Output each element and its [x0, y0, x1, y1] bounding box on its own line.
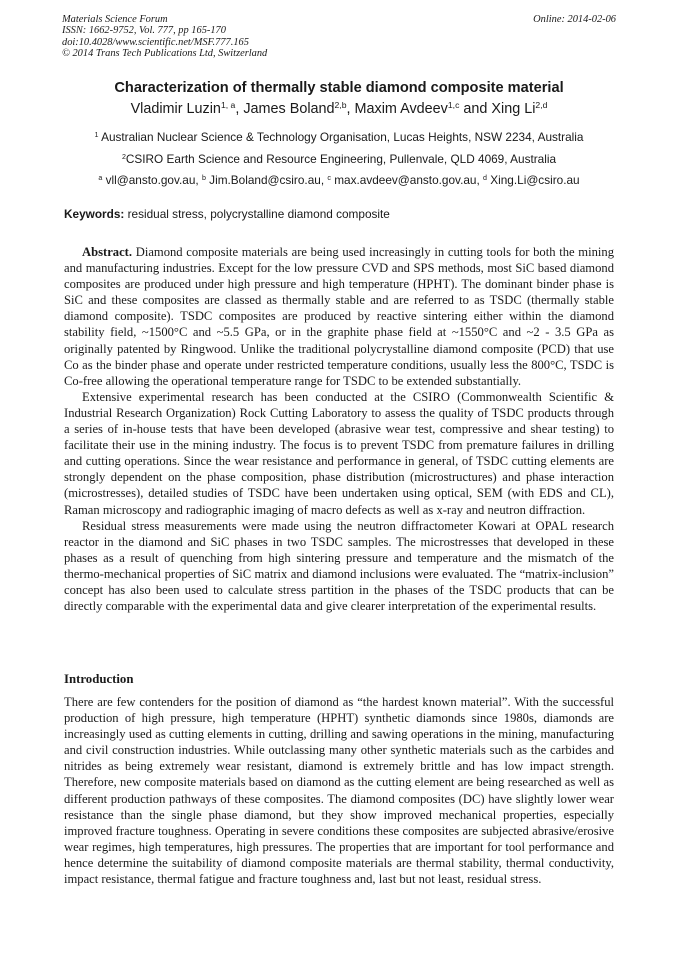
email-mark: b	[201, 173, 206, 182]
journal-header	[62, 14, 616, 60]
author-affiliation-mark: 2,b	[334, 99, 347, 110]
email-address: max.avdeev@ansto.gov.au	[334, 173, 477, 187]
email-address: Jim.Boland@csiro.au	[209, 173, 321, 187]
copyright-line: © 2014 Trans Tech Publications Ltd, Switzerland	[62, 48, 268, 60]
affiliation-2	[40, 152, 638, 166]
author-separator: and	[459, 101, 492, 117]
keywords-text: residual stress, polycrystalline diamond composite	[127, 207, 390, 221]
online-date: Online: 2014-02-06	[533, 14, 616, 25]
author-affiliation-mark: 1, a	[220, 99, 236, 110]
author-name: Maxim Avdeev	[354, 101, 448, 117]
author-affiliation-mark: 1,c	[447, 99, 460, 110]
journal-name: Materials Science Forum	[62, 14, 168, 25]
author-affiliation-mark: 2,d	[535, 99, 548, 110]
affiliation-mark: 2	[121, 152, 126, 161]
author-name: Xing Li	[491, 101, 536, 117]
abstract-text: Diamond composite materials are being used increasingly in cutting tools for both the mining and manufacturing industries. Except for the low pressure CVD and SPS methods, most SiC based diamond composites are produced under high pressure and high temperature (HPHT). The dominant binder phase is SiC and these composites are classed as thermally stable and are referred to as TSDC (thermally stable diamond composite). TSDC composites are produced by reactive sintering either within the diamond stability field, ~1500°C and ~5.5 GPa, or in the graphite phase field at ~1550°C and ~2 - 3.5 GPa as originally patented by Ringwood. Unlike the traditional polycrystalline diamond composite (PCD) that use Co as the binder phase and operate under restricted temperature conditions, usually less the 800°C, TSDC is Co-free allowing the operational temperature range for TSDC to be extended substantially.	[64, 245, 614, 388]
author-emails: $^a$ vll@ansto.gov.au, $^b$ Jim.Boland@csiro.au, $^c$ max.avdeev@ansto.gov.au, $^d$ Xing.Li@csiro.au	[98, 173, 580, 187]
doi-line: doi:10.4028/www.scientific.net/MSF.777.165	[62, 36, 249, 48]
email-mark: c	[327, 173, 331, 182]
email-address: vll@ansto.gov.au	[105, 173, 196, 187]
abstract-paragraph-3: Residual stress measurements were made using the neutron diffractometer Kowari at OPAL research reactor in the diamond and SiC phases in two TSDC samples. The microstresses that developed in these phases as a result of quenching from high sintering pressure and temperature and the mismatch of the thermo-mechanical properties of SiC matrix and diamond inclusions were evaluated. The “matrix-inclusion” concept has also been used to calculate stress partition in the phases of the TSDC products that can be directly comparable with the experimental data and give clearer interpretation of the experimental results.	[64, 518, 614, 614]
issn-line: ISSN: 1662-9752, Vol. 777, pp 165-170	[62, 25, 226, 37]
author-name: James Boland	[243, 101, 335, 117]
affiliation-mark: 1	[94, 130, 99, 139]
email-address: Xing.Li@csiro.au	[490, 173, 580, 187]
paper-title: Characterization of thermally stable diamond composite material	[114, 80, 564, 96]
author-name: Vladimir Luzin	[130, 101, 221, 117]
abstract-paragraph-2: Extensive experimental research has been conducted at the CSIRO (Commonwealth Scientific & Industrial Research Organization) Rock Cutting Laboratory to assess the quality of TSDC products through a series of in-house tests that have been developed (abrasive wear test, compressive and shear testing) to facilitate their use in the mining industry. The focus is to prevent TSDC from premature failures in drilling and cutting operations. Since the wear resistance and performance in general, of TSDC cutting elements are strongly dependent on the phase composition, phase distribution (microstructures) and phase interaction (microstresses), detailed studies of TSDC have been undertaken using optical, SEM (with EDS and CL), Raman microscopy and radiographic imaging of macro defects as well as x-ray and neutron diffraction.	[64, 389, 614, 517]
abstract-label: Abstract.	[82, 245, 133, 259]
affiliation-text: Australian Nuclear Science & Technology Organisation, Lucas Heights, NSW 2234, Australia	[101, 130, 584, 144]
affiliation-text: CSIRO Earth Science and Resource Engineering, Pullenvale, QLD 4069, Australia	[125, 152, 557, 166]
introduction-body	[64, 694, 614, 887]
keywords-label: Keywords:	[64, 207, 125, 221]
keywords-line	[64, 207, 618, 221]
introduction-heading: Introduction	[64, 672, 134, 686]
introduction-paragraph-1: There are few contenders for the position of diamond as “the hardest known material”. With the successful production of high pressure, high temperature (HPHT) synthetic diamonds since 1980s, diamonds are increasingly used as cutting elements in cutting, drilling and sawing operations in the mining, manufacturing and civil construction industries. While outclassing many other synthetic materials such as the carbides and nitrides as being extremely wear resistant, diamond is extremely brittle and has low impact strength. Therefore, new composite materials based on diamond as the cutting element are being researched as well as different production pathways of these composites. The diamond composites (DC) have slightly lower wear resistance than the single phase diamond, but they show improved mechanical properties, especially improved fracture toughness. Operating in severe conditions these composites are subjected abrasive/erosive wear regimes, high temperatures, high pressures. The properties that are important for tool performance and hence determine the suitability of diamond composite materials are thermal stability, thermal conductivity, impact resistance, thermal fatigue and fracture toughness and, last but not least, residual stress.	[64, 695, 614, 887]
email-mark: a	[98, 173, 103, 182]
email-mark: d	[483, 173, 487, 182]
abstract	[64, 244, 614, 614]
affiliation-1	[40, 130, 638, 144]
author-separator: ,	[235, 101, 244, 117]
author-list	[62, 101, 616, 117]
author-separator: ,	[346, 101, 355, 117]
abstract-paragraph-1	[64, 244, 614, 389]
